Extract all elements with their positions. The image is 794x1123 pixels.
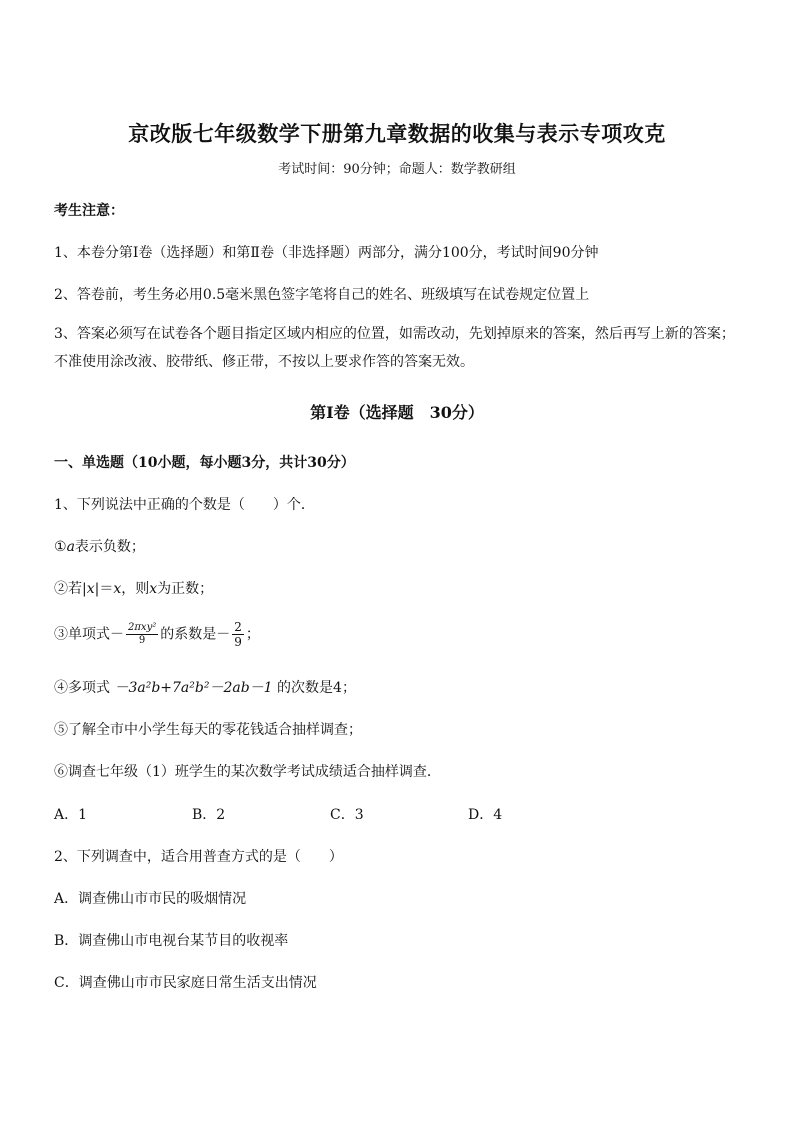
question-1-option-b: B．2 bbox=[192, 807, 226, 823]
exam-subtitle: 考试时间：90分钟；命题人：数学教研组 bbox=[278, 162, 516, 177]
notice-item-2: 2、答卷前，考生务必用0.5毫米黑色签字笔将自己的姓名、班级填写在试卷规定位置上 bbox=[54, 287, 590, 303]
notice-item-3: 3、答案必须写在试卷各个题目指定区域内相应的位置，如需改动，先划掉原来的答案，然后再写上新的答案；不准使用涂改液、胶带纸、修正带，不按以上要求作答的答案无效。 bbox=[54, 326, 735, 370]
notice-heading: 考生注意： bbox=[54, 203, 124, 219]
question-1-statement-4: ④多项式 －3a²b+7a²b²－2ab－1 的次数是4； bbox=[54, 680, 356, 696]
part-title: 一、单选题（10小题，每小题3分，共计30分） bbox=[54, 455, 355, 471]
question-1-option-c: C．3 bbox=[330, 807, 364, 823]
exam-title: 京改版七年级数学下册第九章数据的收集与表示专项攻克 bbox=[128, 121, 666, 146]
question-2-option-a: A．调查佛山市市民的吸烟情况 bbox=[54, 891, 247, 907]
fraction-coefficient: $\frac{2}{9}$ bbox=[234, 620, 242, 649]
question-1-option-a: A．1 bbox=[54, 807, 88, 823]
question-1-statement-1: ①a表示负数； bbox=[54, 539, 145, 555]
question-1-statement-6: ⑥调查七年级（1）班学生的某次数学考试成绩适合抽样调查． bbox=[54, 764, 441, 780]
question-1-statement-2: ②若|x|＝x，则x为正数； bbox=[54, 581, 214, 597]
section-title: 第Ⅰ卷（选择题 30分） bbox=[310, 403, 484, 422]
notice-item-1: 1、本卷分第Ⅰ卷（选择题）和第Ⅱ卷（非选择题）两部分，满分100分，考试时间90分钟 bbox=[54, 245, 599, 261]
question-1-statement-3: ③单项式－ $\frac{\text{2πxy²}}{9}$ 的系数是－ $\frac{2}{9}$ ； bbox=[54, 620, 260, 649]
question-2-stem: 2、下列调查中，适合用普查方式的是（ ） bbox=[54, 849, 343, 865]
question-1-option-d: D．4 bbox=[468, 807, 503, 823]
question-1-statement-5: ⑤了解全市中小学生每天的零花钱适合抽样调查； bbox=[54, 722, 362, 738]
fraction-monomial: $\frac{\text{2πxy²}}{9}$ bbox=[128, 622, 157, 646]
question-2-option-c: C．调查佛山市市民家庭日常生活支出情况 bbox=[54, 975, 317, 991]
question-2-option-b: B．调查佛山市电视台某节目的收视率 bbox=[54, 933, 289, 949]
question-1-stem: 1、下列说法中正确的个数是（ ）个． bbox=[54, 497, 315, 513]
